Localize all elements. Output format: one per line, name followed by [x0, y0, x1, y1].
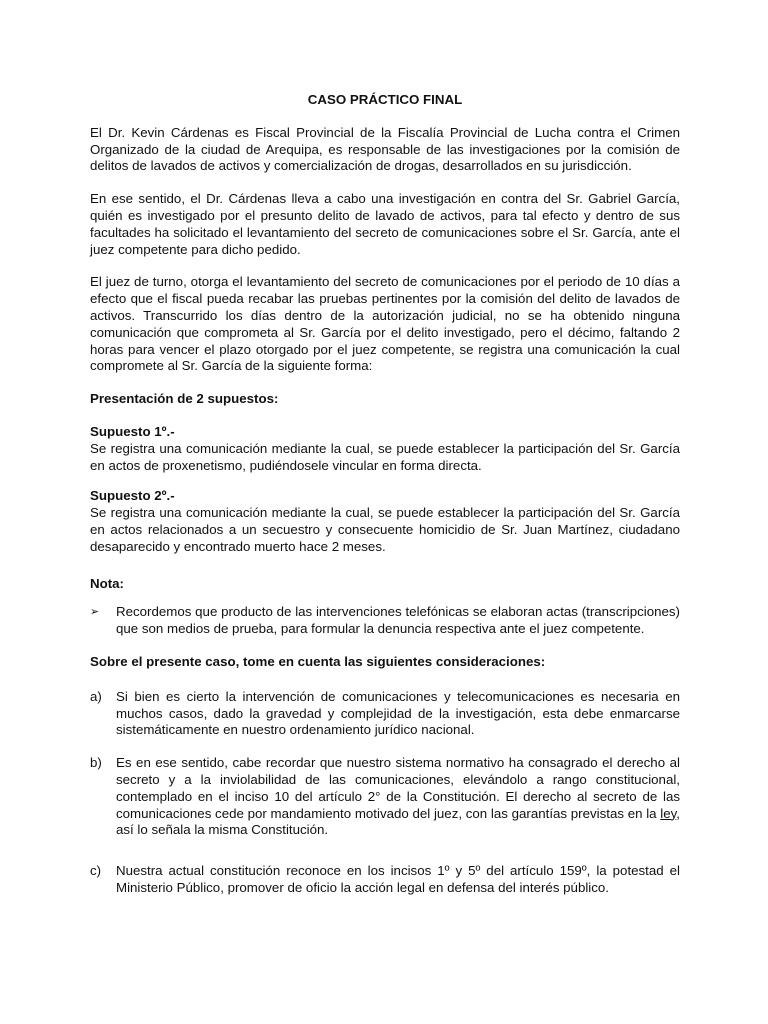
- nota-list: [90, 604, 680, 638]
- paragraph-investigation: En ese sentido, el Dr. Cárdenas lleva a cabo una investigación en contra del Sr. Gabriel García, quién es investigado por el presunto delito de lavado de activos, para tal efecto y dentro de sus facultades ha solicitado el levantamiento del secreto de comunicaciones sobre el Sr. García, ante el juez competente para dicho pedido.: [90, 191, 680, 257]
- list-item-text-part: Es en ese sentido, cabe recordar que nuestro sistema normativo ha consagrado el derecho al secreto y a la inviolabilidad de las comunicaciones, elevándolo a rango constitucional, contemplado en el inciso 10 del artículo 2° de la Constitución. El derecho al secreto de las comunicaciones cede por mandamiento motivado del juez, con las garantías previstas en la: [116, 755, 680, 821]
- list-item-text: Si bien es cierto la intervención de comunicaciones y telecomunicaciones es necesaria en muchos casos, dado la gravedad y complejidad de la investigación, esta debe enmarcarse sistemáticamente en nuestro ordenamiento jurídico nacional.: [116, 688, 680, 738]
- list-item: [90, 755, 680, 839]
- consideraciones-list: [90, 689, 680, 897]
- list-item: [90, 689, 680, 739]
- supuesto-1-text: Se registra una comunicación mediante la cual, se puede establecer la participación del Sr. García en actos de proxenetismo, pudiéndosele vincular en forma directa.: [90, 440, 680, 473]
- list-item-text-part: , así lo señala la misma Constitución.: [116, 805, 680, 838]
- nota-text: Recordemos que producto de las intervenciones telefónicas se elaboran actas (transcripciones) que son medios de prueba, para formular la denuncia respectiva ante el juez competente.: [116, 604, 680, 637]
- paragraph-intro: El Dr. Kevin Cárdenas es Fiscal Provincial de la Fiscalía Provincial de Lucha contra el Crimen Organizado de la ciudad de Arequipa, es responsable de las investigaciones por la comisión de delitos de lavados de activos y comercialización de drogas, desarrollados en su jurisdicción.: [90, 124, 680, 174]
- list-item-text: [116, 755, 680, 839]
- supuesto-1-title: Supuesto 1º.-: [90, 423, 175, 439]
- nota-title: Nota:: [90, 575, 124, 591]
- arrow-bullet-icon: ➢: [90, 606, 100, 619]
- list-item: [90, 863, 680, 897]
- list-marker: c): [90, 863, 102, 879]
- document-body: [90, 92, 680, 913]
- ley-link[interactable]: ley: [660, 805, 677, 821]
- heading-presentacion: Presentación de 2 supuestos:: [90, 391, 279, 407]
- list-marker: a): [90, 688, 102, 704]
- list-item-text: Nuestra actual constitución reconoce en los incisos 1º y 5º del artículo 159º, la potestad el Ministerio Público, promover de oficio la acción legal en defensa del interés público.: [116, 863, 680, 895]
- nota-item: [90, 604, 680, 638]
- paragraph-judge: El juez de turno, otorga el levantamiento del secreto de comunicaciones por el periodo de 10 días a efecto que el fiscal pueda recabar las pruebas pertinentes por la comisión del delito de lavados de activos. Transcurrido los días dentro de la autorización judicial, no se ha obtenido ninguna comunicación que comprometa al Sr. García por el delito investigado, pero el décimo, faltando 2 horas para vencer el plazo otorgado por el juez competente, se registra una comunicación la cual compromete al Sr. García de la siguiente forma:: [90, 274, 680, 374]
- document-title: CASO PRÁCTICO FINAL: [307, 92, 463, 107]
- list-marker: b): [90, 755, 102, 771]
- supuesto-2-text: Se registra una comunicación mediante la cual, se puede establecer la participación del Sr. García en actos relacionados a un secuestro y consecuente homicidio de Sr. Juan Martínez, ciudadano desaparecido y encontrado muerto hace 2 meses.: [90, 505, 680, 554]
- heading-consideraciones: Sobre el presente caso, tome en cuenta las siguientes consideraciones:: [90, 653, 546, 669]
- supuesto-2-title: Supuesto 2º.-: [90, 488, 175, 504]
